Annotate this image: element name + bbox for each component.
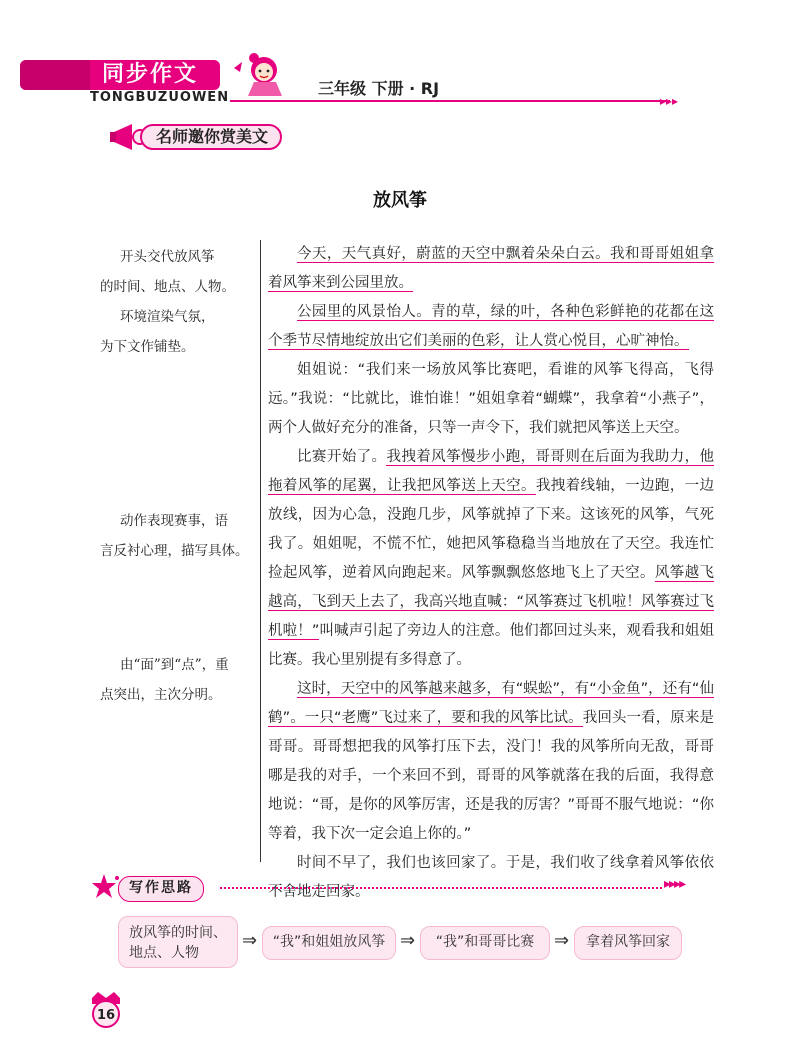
- essay-body: [268, 240, 714, 907]
- margin-divider: [260, 240, 261, 862]
- flow-step-2: “我”和姐姐放风筝: [262, 926, 396, 960]
- logo-title: 同步作文: [20, 60, 220, 90]
- flow-arrow-icon: ⇒: [242, 930, 258, 951]
- paragraph-6: 时间不早了，我们也该回家了。于是，我们收了线拿着风筝依依不舍地走回家。: [268, 855, 714, 900]
- grade-label: 三年级 下册 · RJ: [318, 79, 440, 98]
- writing-flow: [0, 916, 800, 968]
- margin-note-2: 动作表现赛事，语 言反衬心理，描写具体。: [100, 513, 249, 559]
- flow-step-1: 放风筝的时间、地点、人物: [118, 916, 238, 968]
- paragraph-3: 姐姐说：“我们来一场放风筝比赛吧，看谁的风筝飞得高，飞得远。”我说：“比就比，谁怕谁！”姐姐拿着“蝴蝶”，我拿着“小燕子”，两个人做好充分的准备，只等一声令下，我们就把风筝送上天空。: [268, 362, 714, 436]
- section-badge-label: 名师邀你赏美文: [140, 124, 282, 150]
- flow-arrow-icon: ⇒: [554, 930, 570, 951]
- flow-arrow-icon: ⇒: [400, 930, 416, 951]
- page-number: 16: [96, 1008, 116, 1023]
- series-logo: [20, 60, 230, 108]
- flow-step-4: 拿着风筝回家: [574, 926, 682, 960]
- section-badge: [110, 120, 282, 152]
- essay-title: 放风筝: [373, 190, 427, 211]
- writing-thoughts-label: 写作思路: [118, 876, 204, 902]
- girl-mascot-icon: [230, 52, 300, 102]
- arrows-icon: ▸▸▸▸: [664, 876, 685, 892]
- paragraph-4: 比赛开始了。我拽着风筝慢步小跑，哥哥则在后面为我助力，他拖着风筝的尾翼，让我把风筝送上天空。我拽着线轴，一边跑，一边放线，因为心急，没跑几步，风筝就掉了下来。这该死的风筝，气死我了。姐姐呢，不慌不忙，她把风筝稳稳当当地放在了天空。我连忙捡起风筝，逆着风向跑起来。风筝飘飘悠悠地飞上了天空。风筝越飞越高，飞到天上去了，我高兴地直喊：“风筝赛过飞机啦！风筝赛过飞机啦！”叫喊声引起了旁边人的注意。他们都回过头来，观看我和姐姐比赛。我心里别提有多得意了。: [268, 449, 715, 668]
- header-divider: [230, 100, 670, 102]
- margin-note-1: 开头交代放风筝 的时间、地点、人物。 环境渲染气氛， 为下文作铺垫。: [100, 249, 235, 355]
- paragraph-2: 公园里的风景怡人。青的草，绿的叶，各种色彩鲜艳的花都在这个季节尽情地绽放出它们美丽的色彩，让人赏心悦目，心旷神怡。: [268, 304, 714, 349]
- divider-arrow-icon: ▸▸▸: [660, 94, 679, 108]
- flow-step-3: “我”和哥哥比赛: [420, 926, 550, 960]
- logo-pinyin: TONGBUZUOWEN: [90, 90, 230, 105]
- page-number-badge: [84, 990, 128, 1030]
- paragraph-1: 今天，天气真好，蔚蓝的天空中飘着朵朵白云。我和哥哥姐姐拿着风筝来到公园里放。: [268, 246, 714, 291]
- paragraph-5: 这时，天空中的风筝越来越多，有“蜈蚣”，有“小金鱼”，还有“仙鹤”。一只“老鹰”飞过来了，要和我的风筝比试。我回头一看，原来是哥哥。哥哥想把我的风筝打压下去，没门！我的风筝所向无敌，哥哥哪是我的对手，一个来回不到，哥哥的风筝就落在我的后面，我得意地说：“哥，是你的风筝厉害，还是我的厉害？”哥哥不服气地说：“你等着，我下次一定会追上你的。”: [268, 681, 714, 842]
- writing-thoughts-header: [92, 872, 712, 902]
- margin-note-3: 由“面”到“点”，重 点突出，主次分明。: [100, 657, 229, 703]
